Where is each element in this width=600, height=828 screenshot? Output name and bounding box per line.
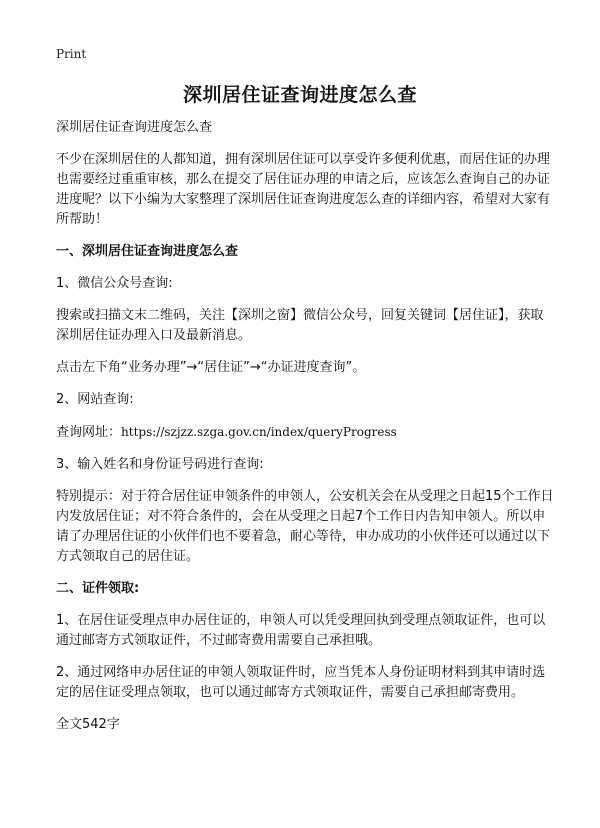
section-1-item-2: 2、网站查询: [56,392,134,407]
query-url[interactable]: https://szjzz.szga.gov.cn/index/queryProgress [121,425,397,439]
special-note: 特别提示：对于符合居住证申领条件的申领人，公安机关会在从受理之日起15个工作日内发放居住证；对不符合条件的，会在从受理之日起7个工作日内告知申领人。所以申请了办理居住证的小伙伴们也不要着急，耐心等待，申办成功的小伙伴还可以通过以下方式领取自己的居住证。 [56,489,554,564]
section-1-heading: 一、深圳居住证查询进度怎么查 [56,244,239,259]
section-1-item-1-text: 搜索或扫描文末二维码，关注【深圳之窗】微信公众号，回复关键词【居住证】，获取深圳居住证办理入口及最新消息。 [56,308,544,343]
section-2-item-1: 1、在居住证受理点申办居住证的，申领人可以凭受理回执到受理点领取证件，也可以通过邮寄方式领取证件，不过邮寄费用需要自己承担哦。 [56,613,546,648]
print-link[interactable]: Print [56,47,87,61]
article-title: 深圳居住证查询进度怎么查 [182,84,417,106]
section-1-item-1-steps: 点击左下角“业务办理”→“居住证”→“办证进度查询”。 [56,360,366,375]
section-1-item-1: 1、微信公众号查询: [56,276,173,291]
word-count: 全文542字 [56,717,120,732]
article-body [56,118,556,747]
intro-paragraph: 不少在深圳居住的人都知道，拥有深圳居住证可以享受许多便利优惠，而居住证的办理也需要经过重重审核，那么在提交了居住证办理的申请之后，应该怎么查询自己的办证进度呢？以下小编为大家整理了深圳居住证查询进度怎么查的详细内容，希望对大家有所帮助！ [56,152,551,227]
query-url-line [56,422,556,443]
query-url-label: 查询网址： [56,425,122,440]
section-2-heading: 二、证件领取: [56,581,140,596]
section-2-item-2: 2、通过网络申办居住证的申领人领取证件时，应当凭本人身份证明材料到其申请时选定的居住证受理点领取，也可以通过邮寄方式领取证件，需要自己承担邮寄费用。 [56,665,546,700]
article-subtitle: 深圳居住证查询进度怎么查 [56,120,213,135]
section-1-item-3: 3、输入姓名和身份证号码进行查询: [56,457,264,472]
